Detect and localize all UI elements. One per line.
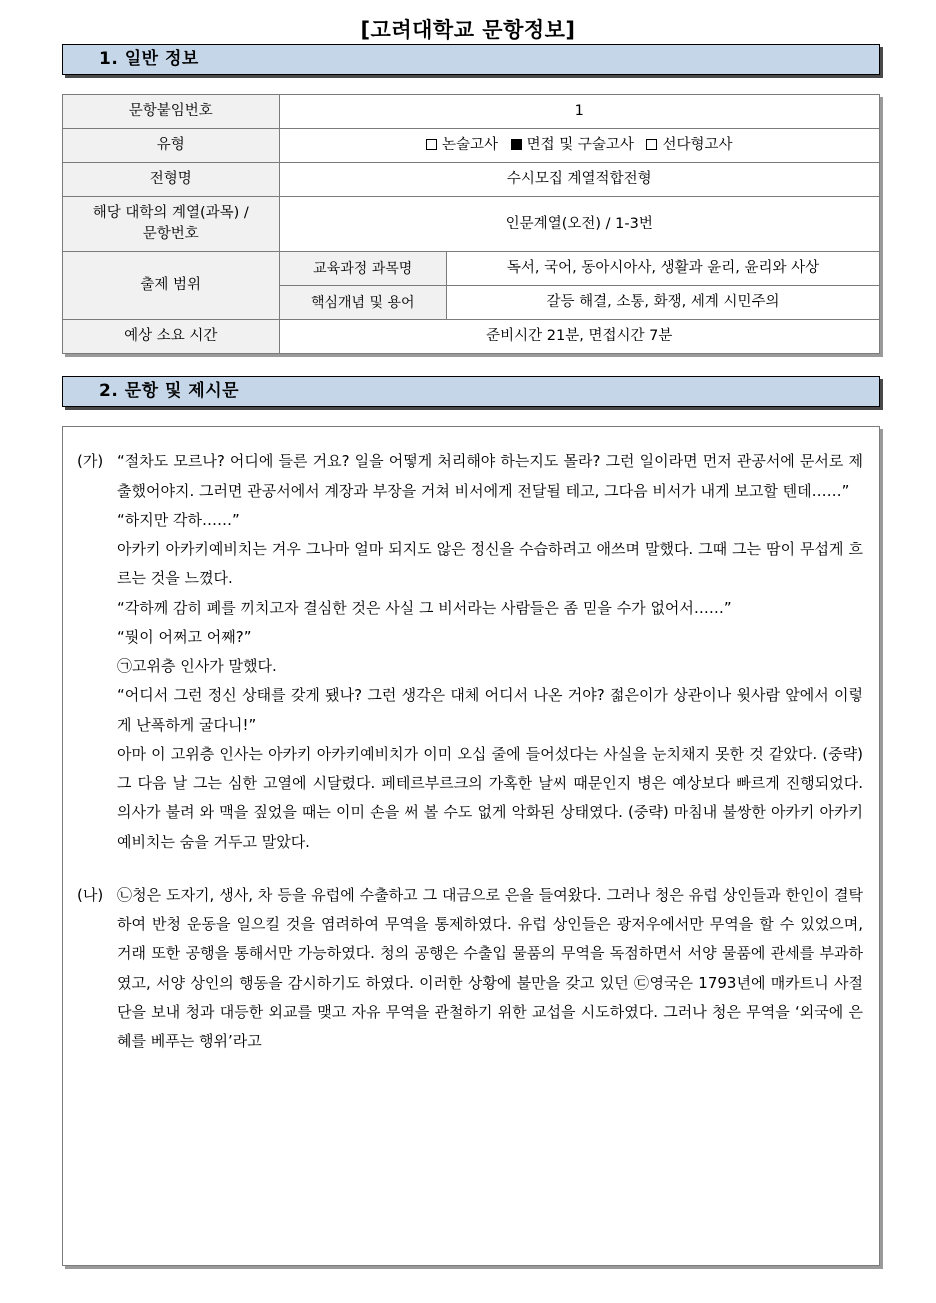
checkbox-box-checked-icon — [511, 139, 522, 150]
row-label-attachment-number: 문항붙임번호 — [63, 95, 280, 129]
passage-paragraph: 아카키 아카키예비치는 겨우 그나마 얼마 되지도 않은 정신을 수습하려고 애쓰며 말했다. 그때 그는 땀이 무섭게 흐르는 것을 느꼈다. — [117, 540, 863, 588]
passage-na — [77, 881, 863, 1057]
checkbox-option-interview-oral-exam[interactable] — [511, 135, 634, 156]
passage-paragraph: ㉡청은 도자기, 생사, 차 등을 유럽에 수출하고 그 대금으로 은을 들여왔다. 그러나 청은 유럽 상인들과 한인이 결탁하여 반청 운동을 일으킬 것을 염려하여 무역을 통제하였다. 유럽 상인들은 광저우에서만 무역을 할 수 있었으며, 거래 또한 공행을 통해서만 가능하였다. 청의 공행은 수출입 물품의 무역을 독점하면서 서양 물품에 관세를 부과하였고, 서양 상인의 행동을 감시하기도 하였다. 이러한 상황에 불만을 갖고 있던 ㉢영국은 1793년에 매카트니 사절단을 보내 청과 대등한 외교를 맺고 자유 무역을 관철하기 위한 교섭을 시도하였다. 그러나 청은 무역을 ‘외국에 은혜를 베푸는 행위’라고 — [117, 885, 863, 1051]
checkbox-label-essay-exam: 논술고사 — [441, 137, 498, 154]
checkbox-label-multiple-choice-exam: 선다형고사 — [662, 137, 733, 154]
table-row-expected-time — [63, 320, 880, 354]
checkbox-box-icon — [646, 139, 657, 150]
table-row-scope-subject-names — [63, 252, 880, 286]
passage-paragraph-marker-circle-1: ㉠고위층 인사가 말했다. — [117, 657, 277, 676]
passage-paragraph: “하지만 각하……” — [117, 510, 240, 529]
row-value-key-concepts-terms: 갈등 해결, 소통, 화쟁, 세계 시민주의 — [446, 286, 879, 320]
passage-body-na — [117, 881, 863, 1057]
table-row-admission-name — [63, 163, 880, 197]
section-header-questions — [62, 376, 880, 407]
passage-paragraph: “절차도 모르나? 어디에 들른 거요? 일을 어떻게 처리해야 하는지도 몰라? 그런 일이라면 먼저 관공서에 문서로 제출했어야지. 그러면 관공서에서 계장과 부장을 거쳐 비서에게 전달될 테고, 그다음 비서가 내게 보고할 텐데……” — [117, 452, 863, 500]
checkbox-option-essay-exam[interactable] — [426, 135, 498, 156]
row-label-line-1: 해당 대학의 계열(과목) / — [92, 205, 249, 222]
passage-tag-na: (나) — [77, 885, 104, 904]
general-info-table — [62, 94, 880, 354]
passage-ga — [77, 447, 863, 857]
passage-paragraph: “뭣이 어쩌고 어째?” — [117, 627, 252, 646]
page-title: [고려대학교 문항정보] — [360, 18, 576, 42]
section-header-general-info — [62, 44, 880, 75]
row-sublabel-key-concepts-terms: 핵심개념 및 용어 — [279, 286, 446, 320]
checkbox-option-multiple-choice-exam[interactable] — [646, 135, 732, 156]
row-label-expected-time: 예상 소요 시간 — [63, 320, 280, 354]
row-label-scope: 출제 범위 — [63, 252, 280, 320]
passage-container — [62, 426, 880, 1266]
row-value-type — [279, 129, 880, 163]
passage-paragraph: “어디서 그런 정신 상태를 갖게 됐나? 그런 생각은 대체 어디서 나온 거야? 젊은이가 상관이나 윗사람 앞에서 이렇게 난폭하게 굴다니!” — [117, 686, 863, 734]
passage-tag-ga: (가) — [77, 452, 104, 471]
row-value-curriculum-subject-names: 독서, 국어, 동아시아사, 생활과 윤리, 윤리와 사상 — [446, 252, 879, 286]
section-header-general-info-label: 1. 일반 정보 — [99, 49, 199, 70]
row-label-type: 유형 — [63, 129, 280, 163]
section-header-questions-label: 2. 문항 및 제시문 — [99, 381, 240, 402]
general-info-table-container — [62, 94, 880, 354]
table-row-department-and-number — [63, 197, 880, 252]
row-value-admission-name: 수시모집 계열적합전형 — [279, 163, 880, 197]
row-label-admission-name: 전형명 — [63, 163, 280, 197]
checkbox-label-interview-oral-exam: 면접 및 구술고사 — [526, 137, 634, 154]
row-sublabel-curriculum-subject-names: 교육과정 과목명 — [279, 252, 446, 286]
row-label-department-and-number — [63, 197, 280, 252]
row-value-department-and-number: 인문계열(오전) / 1-3번 — [279, 197, 880, 252]
table-row-type — [63, 129, 880, 163]
row-label-line-2: 문항번호 — [142, 226, 199, 243]
row-value-attachment-number: 1 — [279, 95, 880, 129]
table-row-attachment-number — [63, 95, 880, 129]
passage-body-ga — [117, 447, 863, 857]
row-value-expected-time: 준비시간 21분, 면접시간 7분 — [279, 320, 880, 354]
checkbox-box-icon — [426, 139, 437, 150]
passage-paragraph: 아마 이 고위층 인사는 아카키 아카키예비치가 이미 오십 줄에 들어섰다는 사실을 눈치채지 못한 것 같았다. (중략) 그 다음 날 그는 심한 고열에 시달렸다. 페테르부르크의 가혹한 날씨 때문인지 병은 예상보다 빠르게 진행되었다. 의사가 불려 와 맥을 짚었을 때는 이미 손을 써 볼 수도 없게 악화된 상태였다. (중략) 마침내 불쌍한 아카키 아카키예비치는 숨을 거두고 말았다. — [117, 744, 863, 851]
passage-paragraph: “각하께 감히 폐를 끼치고자 결심한 것은 사실 그 비서라는 사람들은 좀 믿을 수가 없어서……” — [117, 598, 732, 617]
